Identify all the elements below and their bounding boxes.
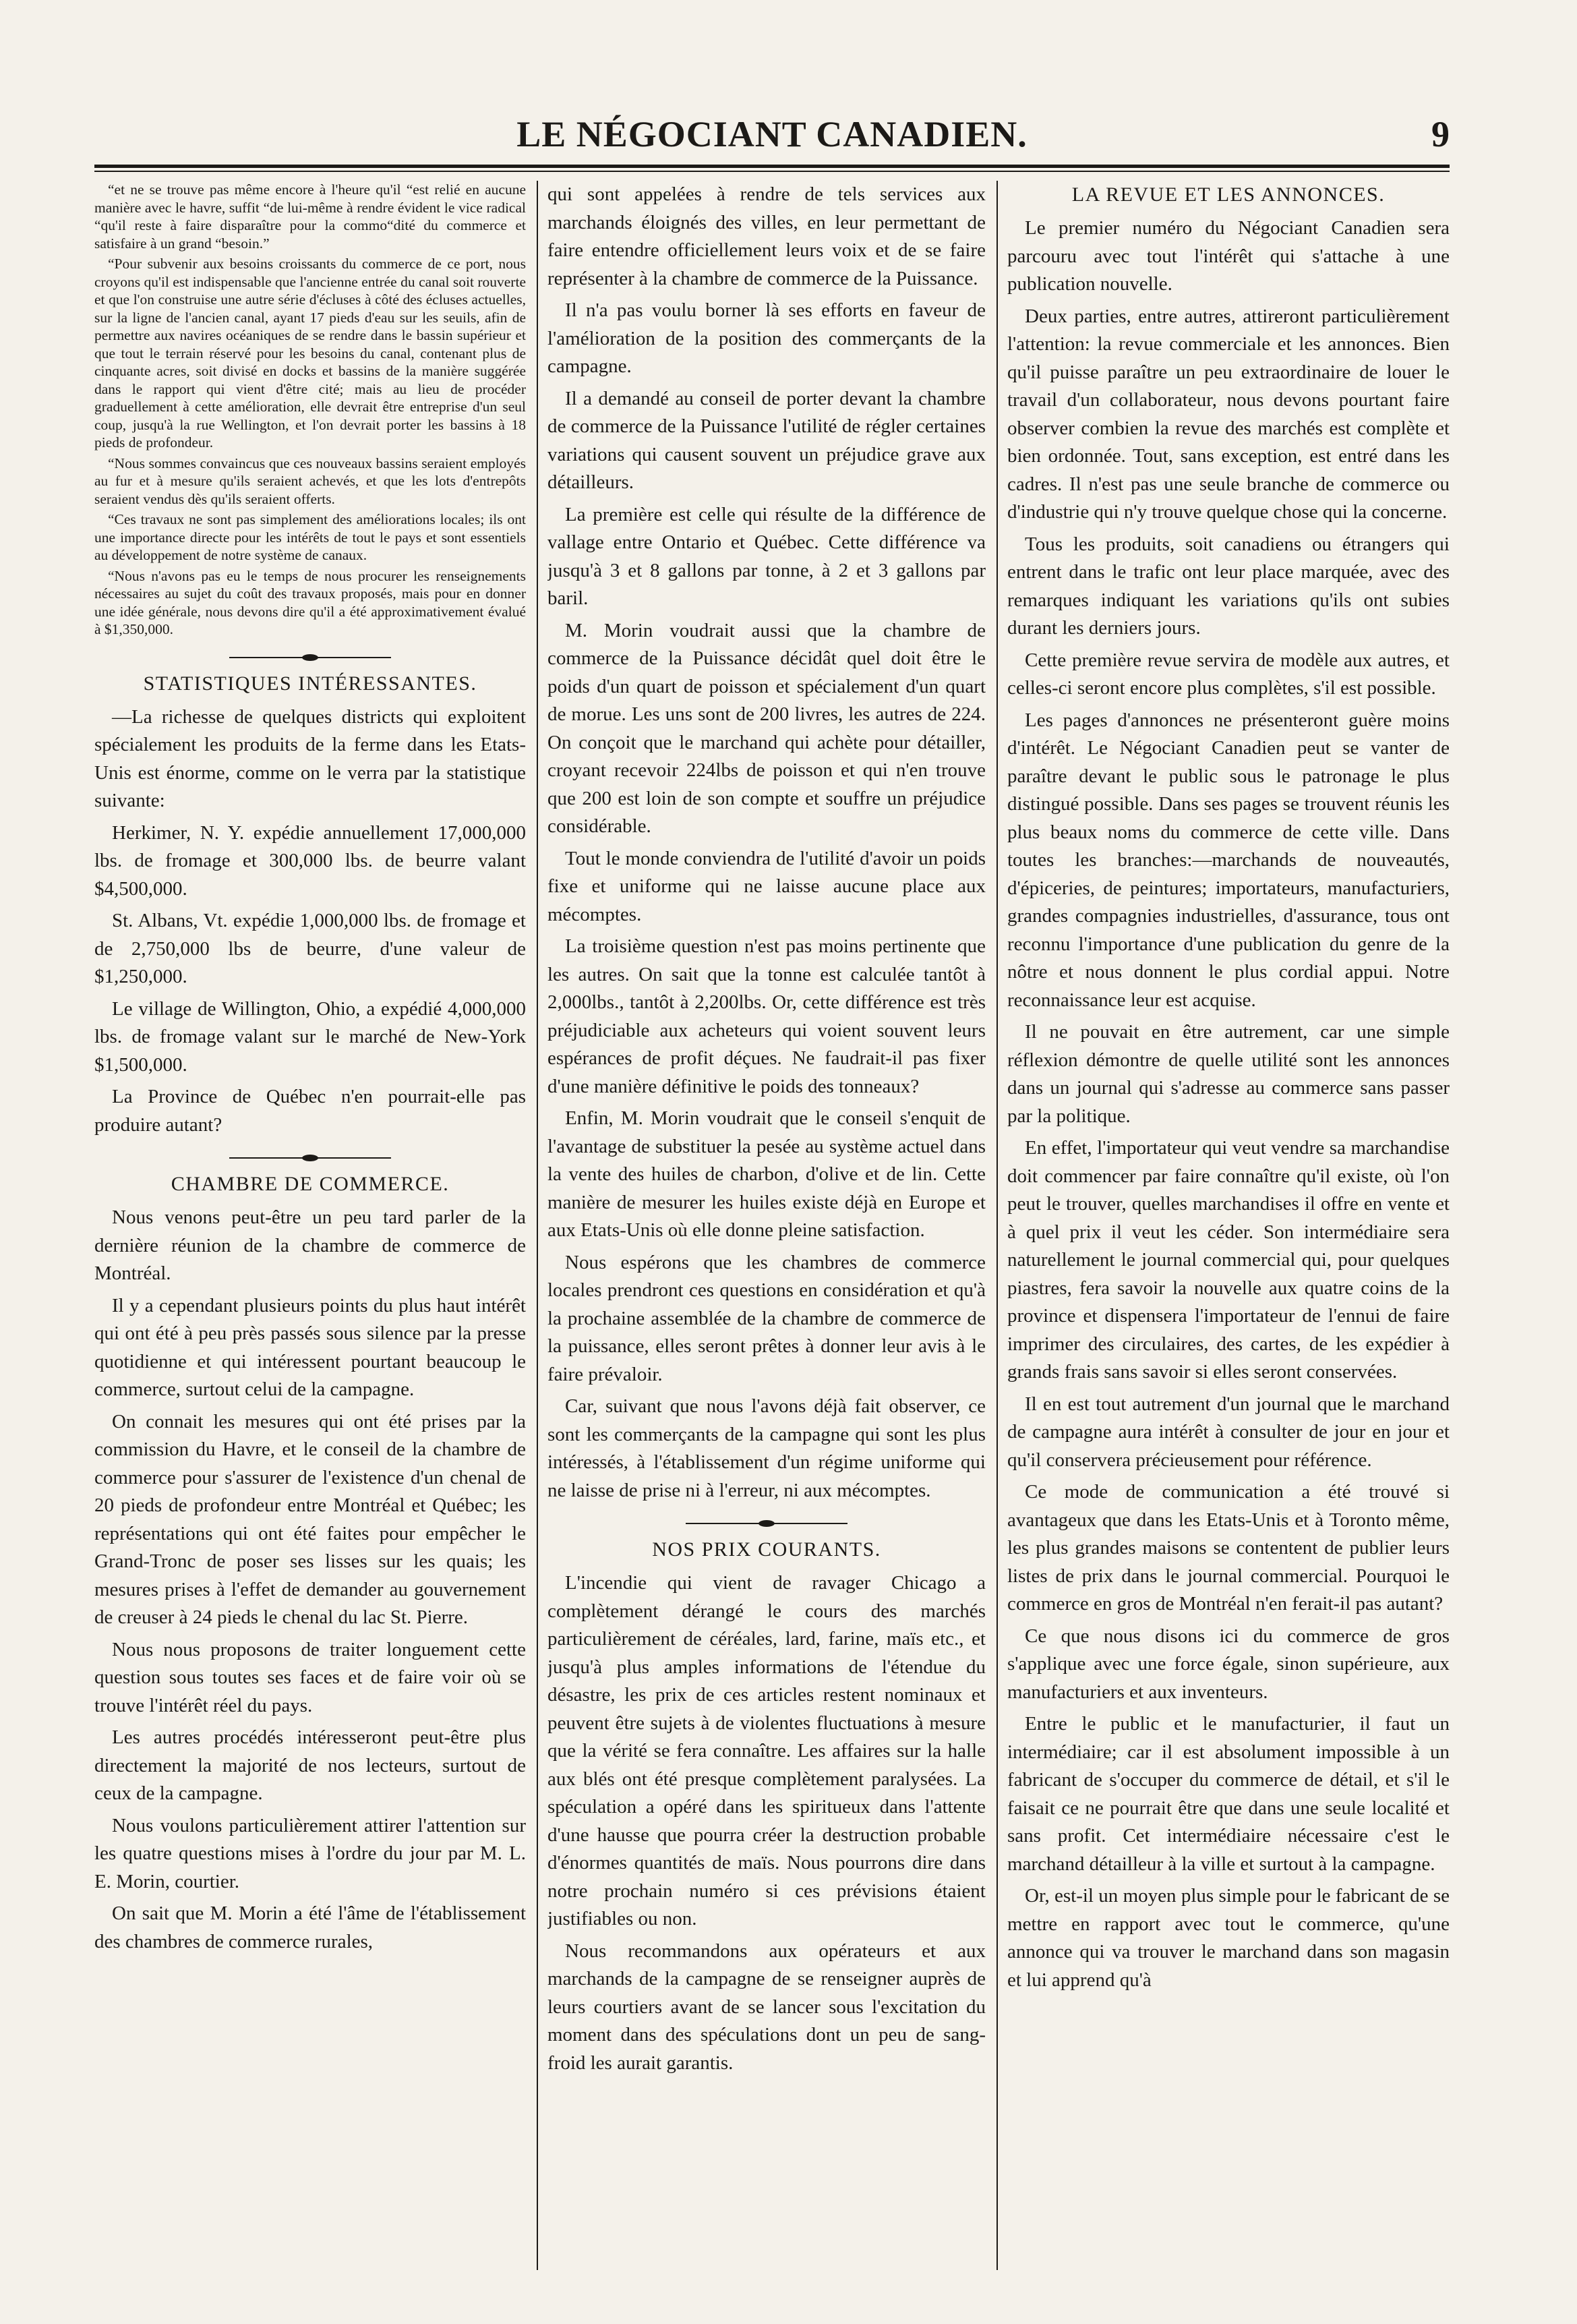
column-1 [94,181,526,2270]
column-3 [1007,181,1450,2270]
article-paragraph: Tous les produits, soit canadiens ou étrangers qui entrent dans le trafic ont leur place marquée, avec des remarques indiquant les variations qu'ils ont subies durant les derniers jours. [1007,533,1450,639]
article-paragraph: Il n'a pas voulu borner là ses efforts en faveur de l'amélioration de la position des commerçants de la campagne. [547,299,986,377]
article-paragraph: Ce que nous disons ici du commerce de gros s'applique avec une force égale, sinon supérieure, aux manufacturiers et aux inventeurs. [1007,1625,1450,1703]
section-ornament [686,1517,847,1530]
article-paragraph: Il ne pouvait en être autrement, car une simple réflexion démontre de quelle utilité sont les annonces dans un journal qui s'adresse au commerce sans passer par la politique. [1007,1021,1450,1127]
article-paragraph: La Province de Québec n'en pourrait-elle pas produire autant? [94,1086,526,1136]
article-paragraph: Ce mode de communication a été trouvé si avantageux que dans les Etats-Unis et à Toronto même, les plus grandes maisons se contentent de publier leurs listes de prix dans le journal commercial. Pourquoi le commerce en gros de Montréal n'en ferait-il pas autant? [1007,1481,1450,1615]
article-paragraph: Le village de Willington, Ohio, a expédié 4,000,000 lbs. de fromage valant sur le marché de New-York $1,500,000. [94,997,526,1076]
article-paragraph: La troisième question n'est pas moins pertinente que les autres. On sait que la tonne est calculée tantôt à 2,000lbs., tantôt à 2,200lbs. Or, cette différence est très préjudiciable aux acheteurs qui voient souvent leurs espérances de profit déçues. Ne faudrait-il pas fixer d'une manière définitive le poids des tonneaux? [547,935,986,1097]
article-paragraph: Nous recommandons aux opérateurs et aux marchands de la campagne de se renseigner auprès de leurs courtiers avant de se lancer sous l'excitation du moment dans des spéculations dont un peu de sang-froid les aurait garantis. [547,1940,986,2074]
column-2 [547,181,986,2270]
quote-paragraph: “Nous n'avons pas eu le temps de nous procurer les renseignements nécessaires au sujet du coût des travaux proposés, mais pour en donner une idée générale, nous devons dire qu'il a été approximativement évalué à $1,350,000. [94,567,526,637]
article-paragraph: Deux parties, entre autres, attireront particulièrement l'attention: la revue commerciale et les annonces. Bien qu'il puisse paraître un peu extraordinaire de louer le travail d'un collaborateur, nous devons pourtant faire observer combien la revue des marchés est complète et bien ordonnée. Tout, sans exception, est entré dans les cadres. Il n'est pas une seule branche de commerce ou d'industrie qui n'y trouve quelque chose qui la concerne. [1007,305,1450,523]
masthead-rule-thick [94,165,1450,168]
article-paragraph: La première est celle qui résulte de la différence de vallage entre Ontario et Québec. Cette différence va jusqu'à 3 et 8 gallons par tonne, à 2 et 3 gallons par baril. [547,503,986,609]
article-paragraph: Herkimer, N. Y. expédie annuellement 17,000,000 lbs. de fromage et 300,000 lbs. de beurre valant $4,500,000. [94,821,526,900]
newspaper-title: LE NÉGOCIANT CANADIEN. [516,114,1028,154]
article-paragraph: Les autres procédés intéresseront peut-être plus directement la majorité de nos lecteurs, surtout de ceux de la campagne. [94,1726,526,1804]
article-paragraph: En effet, l'importateur qui veut vendre sa marchandise doit commencer par faire connaître qu'il existe, où l'on peut le trouver, quelles marchandises il offre en vente et à quel prix il veut les céder. Son intermédiaire sera naturellement le journal commercial qui, pour quelques piastres, fera savoir la nouvelle aux quatre coins de la province et dispensera l'importateur de l'ennui de faire imprimer des circulaires, des cartes, de les expédier à grands frais sans savoir si elles seront conservées. [1007,1137,1450,1383]
article-paragraph: Entre le public et le manufacturier, il faut un intermédiaire; car il est absolument impossible à un fabricant de s'occuper du commerce de détail, et s'il le faisait ce ne pourrait être que dans une seule localité et sans profit. Cet intermédiaire nécessaire c'est le marchand détailleur à la ville et surtout à la campagne. [1007,1713,1450,1875]
article-paragraph: Il en est tout autrement d'un journal que le marchand de campagne aura intérêt à consulter de jour en jour et qu'il conservera précieusement pour référence. [1007,1393,1450,1471]
article-paragraph: Nous voulons particulièrement attirer l'attention sur les quatre questions mises à l'ordre du jour par M. L. E. Morin, courtier. [94,1814,526,1892]
article-paragraph: Tout le monde conviendra de l'utilité d'avoir un poids fixe et uniforme qui ne laisse aucune place aux mécomptes. [547,847,986,925]
article-paragraph: L'incendie qui vient de ravager Chicago a complètement dérangé le cours des marchés particulièrement de céréales, lard, farine, maïs etc., et jusqu'à plus amples informations de l'étendue du désastre, les prix de ces articles restent nominaux et peuvent être sujets à de violentes fluctuations à mesure que la vérité se fera connaître. Les affaires sur la halle aux blés ont été presque complètement paralysées. La spéculation a opéré dans les spiritueux dans l'attente d'une hausse que pourra créer la destruction probable d'énormes quantités de maïs. Nous pourrons dire dans notre prochain numéro si ces prévisions étaient justifiables ou non. [547,1572,986,1929]
heading-nos-prix-courants: NOS PRIX COURANTS. [652,1538,881,1561]
article-paragraph: Car, suivant que nous l'avons déjà fait observer, ce sont les commerçants de la campagne qui sont les plus intéressés, à l'établissement d'un régime uniforme qui ne laisse de prise ni à l'erreur, ni aux mécomptes. [547,1395,986,1501]
page-number: 9 [1431,114,1450,154]
article-paragraph: qui sont appelées à rendre de tels services aux marchands éloignés des villes, en leur permettant de faire entendre officiellement leurs voix et de se faire représenter à la chambre de commerce de la Puissance. [547,183,986,289]
quote-paragraph: “Ces travaux ne sont pas simplement des améliorations locales; ils ont une importance directe pour les intérêts de tout le pays et sont essentiels au développement de notre système de canaux. [94,511,526,563]
section-ornament [229,1151,391,1165]
article-paragraph: Enfin, M. Morin voudrait que le conseil s'enquit de l'avantage de substituer la pesée au système actuel dans la vente des huiles de charbon, d'olive et de lin. Cette manière de mesurer les huiles existe déjà en Europe et aux Etats-Unis où elle donne pleine satisfaction. [547,1107,986,1241]
masthead [94,113,1450,159]
article-paragraph: Nous venons peut-être un peu tard parler de la dernière réunion de la chambre de commerce de Montréal. [94,1207,526,1284]
article-paragraph: On sait que M. Morin a été l'âme de l'établissement des chambres de commerce rurales, [94,1902,526,1952]
column-divider-2 [996,181,998,2270]
article-paragraph: On connait les mesures qui ont été prises par la commission du Havre, et le conseil de la chambre de commerce pour s'assurer de l'existence d'un chenal de 20 pieds de profondeur entre Montréal et Québec; les représentations qui ont été faites pour empêcher le Grand-Tronc de poser ses lisses sur les quais; les mesures prises à l'effet de demander au gouvernement de creuser à 24 pieds le chenal du lac St. Pierre. [94,1410,526,1628]
article-paragraph: Or, est-il un moyen plus simple pour le fabricant de se mettre en rapport avec tout le commerce, qu'une annonce qui va trouver le marchand dans son magasin et lui apprend qu'à [1007,1885,1450,1991]
article-paragraph: Les pages d'annonces ne présenteront guère moins d'intérêt. Le Négociant Canadien peut se vanter de paraître devant le public sous le patronage le plus distingué possible. Dans ses pages se trouvent réunis les plus beaux noms du commerce de cette ville. Dans toutes les branches:—marchands de nouveautés, d'épiceries, de peintures; importateurs, manufacturiers, grandes compagnies industrielles, d'assurance, tous ont reconnu l'importance d'une publication du genre de la nôtre et nous donnent le plus cordial appui. Notre reconnaissance leur est acquise. [1007,709,1450,1011]
article-paragraph: M. Morin voudrait aussi que la chambre de commerce de la Puissance décidât quel doit être le poids d'un quart de poisson et spécialement d'un quart de morue. Les uns sont de 200 livres, les autres de 224. On conçoit que le marchand qui achète pour détailler, croyant recevoir 224lbs de poisson et qui n'en trouve que 200 est loin de son compte et souffre un préjudice considérable. [547,619,986,837]
article-paragraph: Le premier numéro du Négociant Canadien sera parcouru avec tout l'intérêt qui s'attache à une publication nouvelle. [1007,217,1450,295]
quote-paragraph: “Nous sommes convaincus que ces nouveaux bassins seraient employés au fur et à mesure qu'ils seraient achevés, et que les lots d'entrepôts seraient vendus dès qu'ils seraient offerts. [94,455,526,507]
article-paragraph: Nous nous proposons de traiter longuement cette question sous toutes ses faces et de faire voir où se trouve l'intérêt réel du pays. [94,1638,526,1716]
article-paragraph: St. Albans, Vt. expédie 1,000,000 lbs. de fromage et de 2,750,000 lbs de beurre, d'une valeur de $1,250,000. [94,910,526,987]
article-paragraph: Il a demandé au conseil de porter devant la chambre de commerce de la Puissance l'utilité de régler certaines variations qui causent souvent un préjudice grave aux détailleurs. [547,387,986,493]
heading-statistiques: STATISTIQUES INTÉRESSANTES. [143,672,477,695]
heading-la-revue-et-les-annonces: LA REVUE ET LES ANNONCES. [1071,183,1386,206]
article-paragraph: Cette première revue servira de modèle aux autres, et celles-ci seront encore plus complètes, s'il est possible. [1007,649,1450,699]
heading-chambre-de-commerce: CHAMBRE DE COMMERCE. [171,1173,450,1195]
article-paragraph: Il y a cependant plusieurs points du plus haut intérêt qui ont été à peu près passés sous silence par la presse quotidienne et qui intéressent pourtant beaucoup le commerce, surtout celui de la campagne. [94,1294,526,1400]
column-divider-1 [537,181,538,2270]
section-ornament [229,651,391,664]
article-paragraph: —La richesse de quelques districts qui exploitent spécialement les produits de la ferme dans les Etats-Unis est énorme, comme on le verra par la statistique suivante: [94,705,526,811]
quote-paragraph: “Pour subvenir aux besoins croissants du commerce de ce port, nous croyons qu'il est indispensable que l'ancienne entrée du canal soit rouverte et que l'on construise une autre série d'écluses à côté des écluses actuelles, sur la ligne de l'ancien canal, ayant 17 pieds d'eau sur les seuils, afin de permettre aux navires océaniques de se rendre dans le bassin supérieur et que tout le terrain réservé pour les besoins du canal, contenant plus de cinquante acres, soit divisé en docks et bassins de la manière suggérée dans le rapport qui vient d'être cité; mais au lieu de procéder graduellement à cette amélioration, elle devrait être entreprise d'un seul coup, jusqu'à la rue Wellington, et l'on devrait porter les bassins à 18 pieds de profondeur. [94,256,526,451]
quote-paragraph: “et ne se trouve pas même encore à l'heure qu'il “est relié en aucune manière avec le havre, suffit “de lui-même à rendre évident le vice radical “qu'il reste à faire disparaître pour la commo“dité du commerce et satisfaire à un grand “besoin.” [94,181,526,252]
masthead-rule-thin [94,171,1450,172]
article-paragraph: Nous espérons que les chambres de commerce locales prendront ces questions en considération et qu'à la prochaine assemblée de la chambre de commerce de la puissance, elles seront prêtes à donner leur avis à le faire prévaloir. [547,1251,986,1385]
